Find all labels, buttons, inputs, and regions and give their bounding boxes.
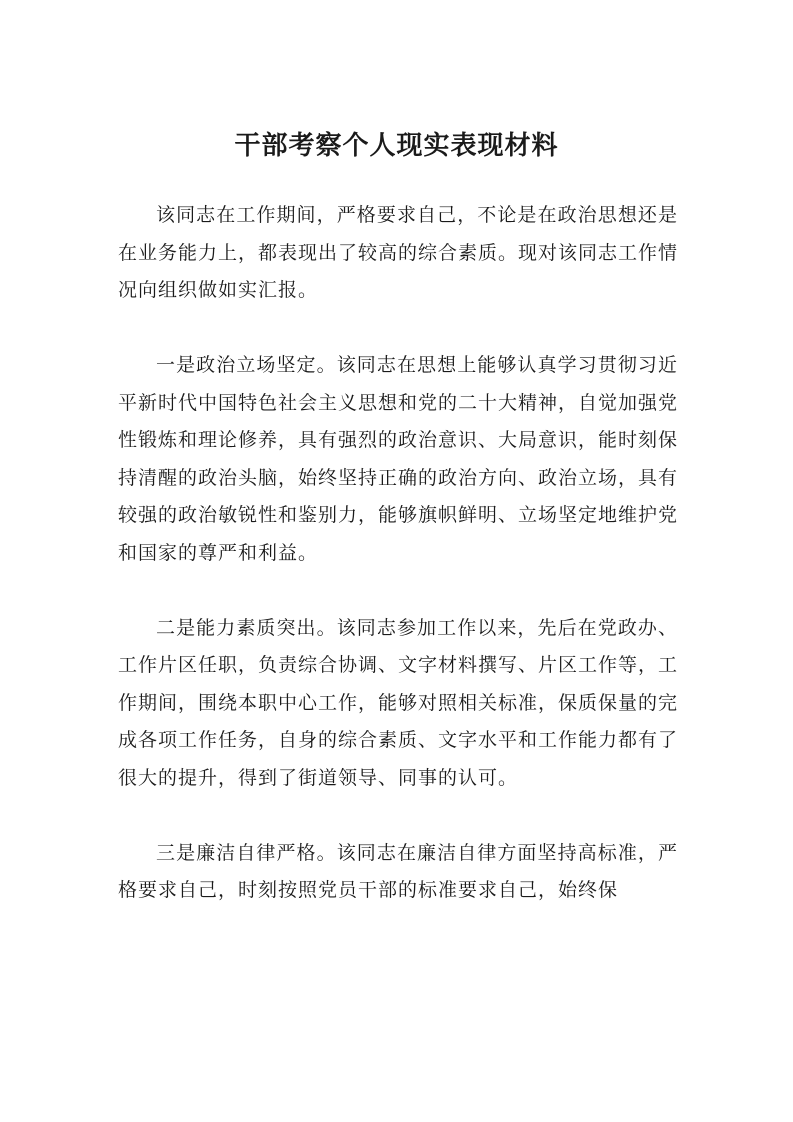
paragraph-spacer <box>118 572 678 610</box>
paragraph-intro: 该同志在工作期间，严格要求自己，不论是在政治思想还是在业务能力上，都表现出了较高的综合素质。现对该同志工作情况向组织做如实汇报。 <box>118 204 679 301</box>
paragraph-ability: 二是能力素质突出。该同志参加工作以来，先后在党政办、工作片区任职，负责综合协调、文字材料撰写、片区工作等，工作期间，围绕本职中心工作，能够对照相关标准，保质保量的完成各项工作任务，自身的综合素质、文字水平和工作能力都有了很大的提升，得到了街道领导、同事的认可。 <box>118 616 679 789</box>
paragraph-spacer <box>118 797 678 835</box>
paragraph-political-stance: 一是政治立场坚定。该同志在思想上能够认真学习贯彻习近平新时代中国特色社会主义思想和党的二十大精神，自觉加强党性锻炼和理论修养，具有强烈的政治意识、大局意识，能时刻保持清醒的政治头脑，始终坚持正确的政治方向、政治立场，具有较强的政治敏锐性和鉴别力，能够旗帜鲜明、立场坚定地维护党和国家的尊严和利益。 <box>118 354 679 564</box>
document-body <box>118 197 678 910</box>
paragraph-spacer <box>118 310 678 348</box>
document-title: 干部考察个人现实表现材料 <box>234 131 559 161</box>
paragraph-integrity: 三是廉洁自律严格。该同志在廉洁自律方面坚持高标准，严格要求自己，时刻按照党员干部的标准要求自己，始终保 <box>118 841 678 901</box>
